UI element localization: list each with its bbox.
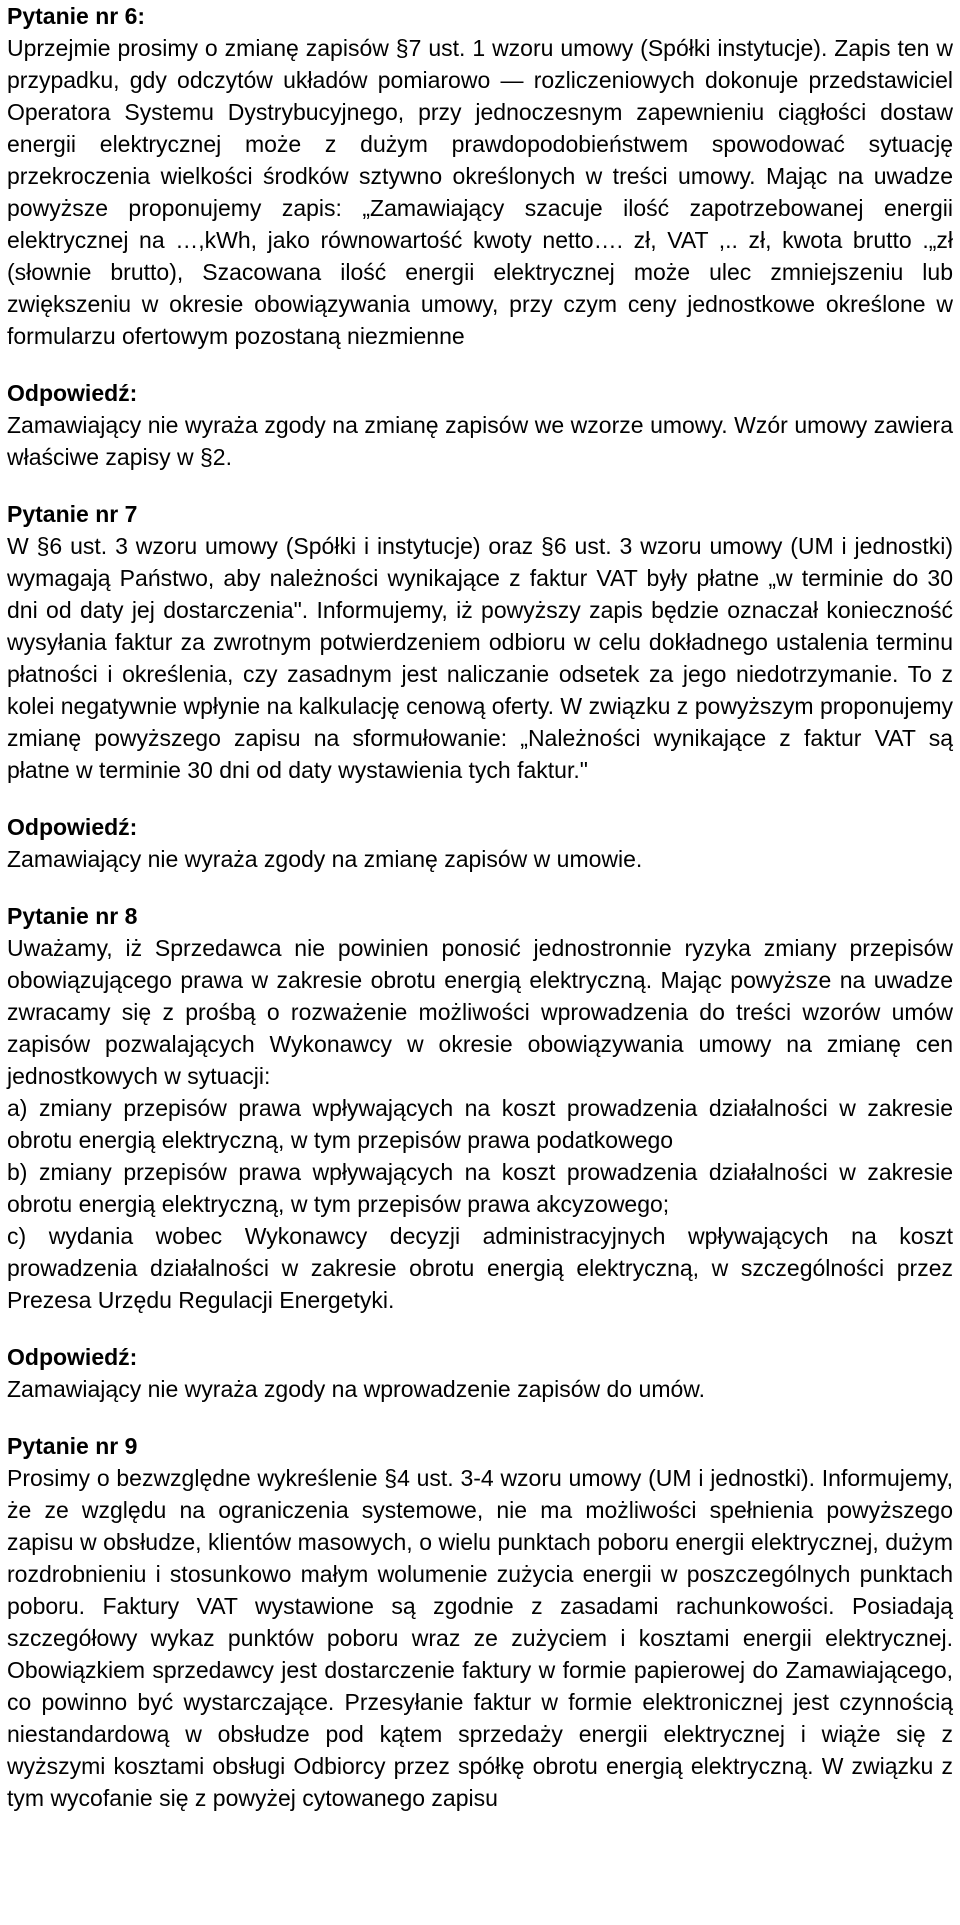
- question-6-section: [7, 0, 953, 473]
- question-7-section: [7, 498, 953, 875]
- question-8-section: [7, 900, 953, 1405]
- question-7-answer-label: Odpowiedź:: [7, 814, 138, 840]
- question-6-answer-label: Odpowiedź:: [7, 380, 138, 406]
- question-8-answer: Zamawiający nie wyraża zgody na wprowadzenie zapisów do umów.: [7, 1376, 706, 1402]
- question-6-answer: Zamawiający nie wyraża zgody na zmianę zapisów we wzorze umowy. Wzór umowy zawiera właściwe zapisy w §2.: [7, 412, 953, 470]
- question-7-answer: Zamawiający nie wyraża zgody na zmianę zapisów w umowie.: [7, 846, 643, 872]
- question-8-intro: Uważamy, iż Sprzedawca nie powinien ponosić jednostronnie ryzyka zmiany przepisów obowiązującego prawa w zakresie obrotu energią elektryczną. Mając powyższe na uwadze zwracamy się z prośbą o rozważenie możliwości wprowadzenia do treści wzorów umów zapisów pozwalających Wykonawcy w okresie obowiązywania umowy na zmianę cen jednostkowych w sytuacji:: [7, 935, 953, 1089]
- question-9-text: Prosimy o bezwzględne wykreślenie §4 ust. 3-4 wzoru umowy (UM i jednostki). Informujemy, że ze względu na ograniczenia systemowe, nie ma możliwości spełnienia powyższego zapisu w obsłudze, klientów masowych, o wielu punktach poboru energii elektrycznej, dużym rozdrobnieniu i stosunkowo małym wolumenie zużycia energii w poszczególnych punktach poboru. Faktury VAT wystawione są zgodnie z zasadami rachunkowości. Posiadają szczegółowy wykaz punktów poboru wraz ze zużyciem i kosztami energii elektrycznej. Obowiązkiem sprzedawcy jest dostarczenie faktury w formie papierowej do Zamawiającego, co powinno być wystarczające. Przesyłanie faktur w formie elektronicznej jest czynnością niestandardową w obsłudze pod kątem sprzedaży energii elektrycznej i wiąże się z wyższymi kosztami obsługi Odbiorcy przez spółkę obrotu energią elektryczną. W związku z tym wycofanie się z powyżej cytowanego zapisu: [7, 1465, 953, 1811]
- question-8-answer-label: Odpowiedź:: [7, 1344, 138, 1370]
- question-6-heading: Pytanie nr 6:: [7, 3, 146, 29]
- question-7-heading: Pytanie nr 7: [7, 501, 138, 527]
- question-9-heading: Pytanie nr 9: [7, 1433, 138, 1459]
- question-8-item-b: b) zmiany przepisów prawa wpływających na koszt prowadzenia działalności w zakresie obrotu energią elektryczną, w tym przepisów prawa akcyzowego;: [7, 1159, 953, 1217]
- question-6-text: Uprzejmie prosimy o zmianę zapisów §7 ust. 1 wzoru umowy (Spółki instytucje). Zapis ten w przypadku, gdy odczytów układów pomiarowo — rozliczeniowych dokonuje przedstawiciel Operatora Systemu Dystrybucyjnego, przy jednoczesnym zapewnieniu ciągłości dostaw energii elektrycznej może z dużym prawdopodobieństwem spowodować sytuację przekroczenia wielkości środków sztywno określonych w treści umowy. Mając na uwadze powyższe proponujemy zapis: „Zamawiający szacuje ilość zapotrzebowanej energii elektrycznej na …,kWh, jako równowartość kwoty netto…. zł, VAT ,.. zł, kwota brutto .„zł (słownie brutto), Szacowana ilość energii elektrycznej może ulec zmniejszeniu lub zwiększeniu w okresie obowiązywania umowy, przy czym ceny jednostkowe określone w formularzu ofertowym pozostaną niezmienne: [7, 35, 953, 349]
- question-8-item-c: c) wydania wobec Wykonawcy decyzji administracyjnych wpływających na koszt prowadzenia działalności w zakresie obrotu energią elektryczną, w szczególności przez Prezesa Urzędu Regulacji Energetyki.: [7, 1223, 953, 1313]
- question-9-section: [7, 1430, 953, 1814]
- question-8-heading: Pytanie nr 8: [7, 903, 138, 929]
- question-7-text: W §6 ust. 3 wzoru umowy (Spółki i instytucje) oraz §6 ust. 3 wzoru umowy (UM i jednostki) wymagają Państwo, aby należności wynikające z faktur VAT były płatne „w terminie do 30 dni od daty jej dostarczenia". Informujemy, iż powyższy zapis będzie oznaczał konieczność wysyłania faktur za zwrotnym potwierdzeniem odbioru w celu dokładnego ustalenia terminu płatności i określenia, czy zasadnym jest naliczanie odsetek za jego niedotrzymanie. To z kolei negatywnie wpłynie na kalkulację cenową oferty. W związku z powyższym proponujemy zmianę powyższego zapisu na sformułowanie: „Należności wynikające z faktur VAT są płatne w terminie 30 dni od daty wystawienia tych faktur.": [7, 533, 953, 783]
- question-8-item-a: a) zmiany przepisów prawa wpływających na koszt prowadzenia działalności w zakresie obrotu energią elektryczną, w tym przepisów prawa podatkowego: [7, 1095, 953, 1153]
